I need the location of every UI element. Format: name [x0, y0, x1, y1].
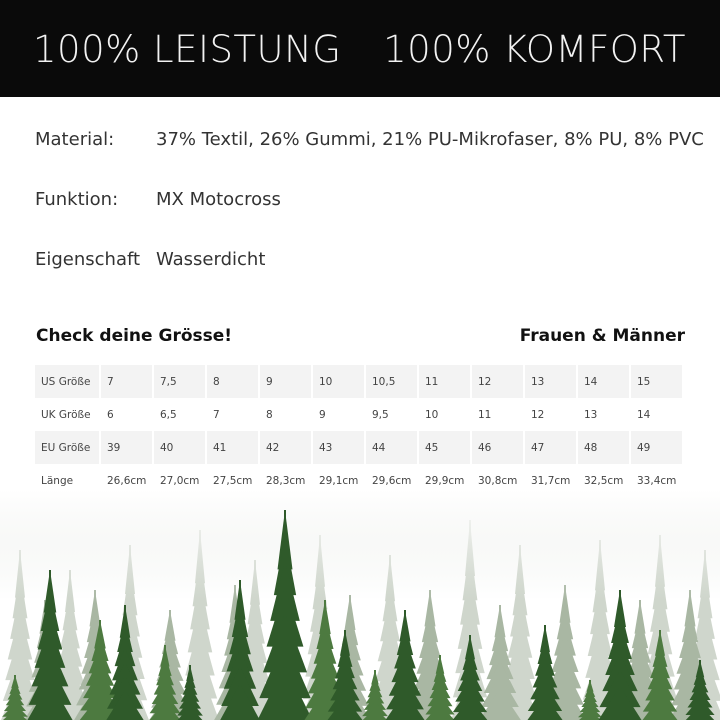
spec-value: 37% Textil, 26% Gummi, 21% PU-Mikrofaser, 8% PU, 8% PVC — [156, 129, 704, 150]
size-cell: 43 — [313, 431, 364, 464]
size-cell: 8 — [207, 365, 258, 398]
size-cell: 12 — [531, 408, 545, 421]
size-cell: 40 — [154, 431, 205, 464]
size-row-label: Länge — [41, 474, 74, 487]
size-cell: 46 — [472, 431, 523, 464]
forest-illustration — [0, 490, 720, 720]
size-cell: 6,5 — [160, 408, 177, 421]
size-row-label: US Größe — [35, 365, 99, 398]
size-cell: 44 — [366, 431, 417, 464]
size-cell: 29,1cm — [319, 474, 359, 487]
size-cell: 29,6cm — [372, 474, 412, 487]
size-cell: 45 — [419, 431, 470, 464]
size-cell: 32,5cm — [584, 474, 624, 487]
size-cell: 9,5 — [372, 408, 389, 421]
size-cell: 49 — [631, 431, 682, 464]
size-cell: 12 — [472, 365, 523, 398]
size-cell: 10 — [425, 408, 439, 421]
banner-performance-text: 100% LEISTUNG — [33, 28, 342, 71]
size-table-row — [35, 398, 682, 431]
size-cell: 27,5cm — [213, 474, 253, 487]
size-cell: 47 — [525, 431, 576, 464]
size-cell: 42 — [260, 431, 311, 464]
spec-label: Material: — [35, 129, 115, 150]
size-cell: 7 — [213, 408, 220, 421]
size-cell: 31,7cm — [531, 474, 571, 487]
size-table-row — [35, 431, 682, 464]
size-cell: 14 — [637, 408, 651, 421]
size-cell: 9 — [260, 365, 311, 398]
size-cell: 7,5 — [154, 365, 205, 398]
size-cell: 6 — [107, 408, 114, 421]
spec-label: Funktion: — [35, 189, 119, 210]
size-cell: 33,4cm — [637, 474, 677, 487]
size-cell: 11 — [419, 365, 470, 398]
size-row-label: UK Größe — [41, 408, 91, 421]
size-cell: 10,5 — [366, 365, 417, 398]
size-cell: 39 — [101, 431, 152, 464]
size-cell: 28,3cm — [266, 474, 306, 487]
size-row-label: EU Größe — [35, 431, 99, 464]
size-cell: 8 — [266, 408, 273, 421]
size-chart-subtitle: Frauen & Männer — [519, 326, 685, 346]
size-cell: 26,6cm — [107, 474, 147, 487]
size-table-row — [35, 365, 682, 398]
size-cell: 13 — [584, 408, 598, 421]
size-cell: 9 — [319, 408, 326, 421]
size-cell: 27,0cm — [160, 474, 200, 487]
spec-value: MX Motocross — [156, 189, 281, 210]
size-cell: 48 — [578, 431, 629, 464]
size-table — [33, 365, 684, 497]
banner-comfort-text: 100% KOMFORT — [383, 28, 686, 71]
header-banner — [0, 0, 720, 97]
size-cell: 41 — [207, 431, 258, 464]
size-cell: 11 — [478, 408, 492, 421]
size-cell: 29,9cm — [425, 474, 465, 487]
size-cell: 7 — [101, 365, 152, 398]
size-cell: 15 — [631, 365, 682, 398]
size-cell: 13 — [525, 365, 576, 398]
spec-value: Wasserdicht — [156, 249, 266, 270]
size-cell: 14 — [578, 365, 629, 398]
size-cell: 10 — [313, 365, 364, 398]
size-cell: 30,8cm — [478, 474, 518, 487]
size-chart-title: Check deine Grösse! — [36, 326, 233, 346]
spec-label: Eigenschaft — [35, 249, 141, 270]
